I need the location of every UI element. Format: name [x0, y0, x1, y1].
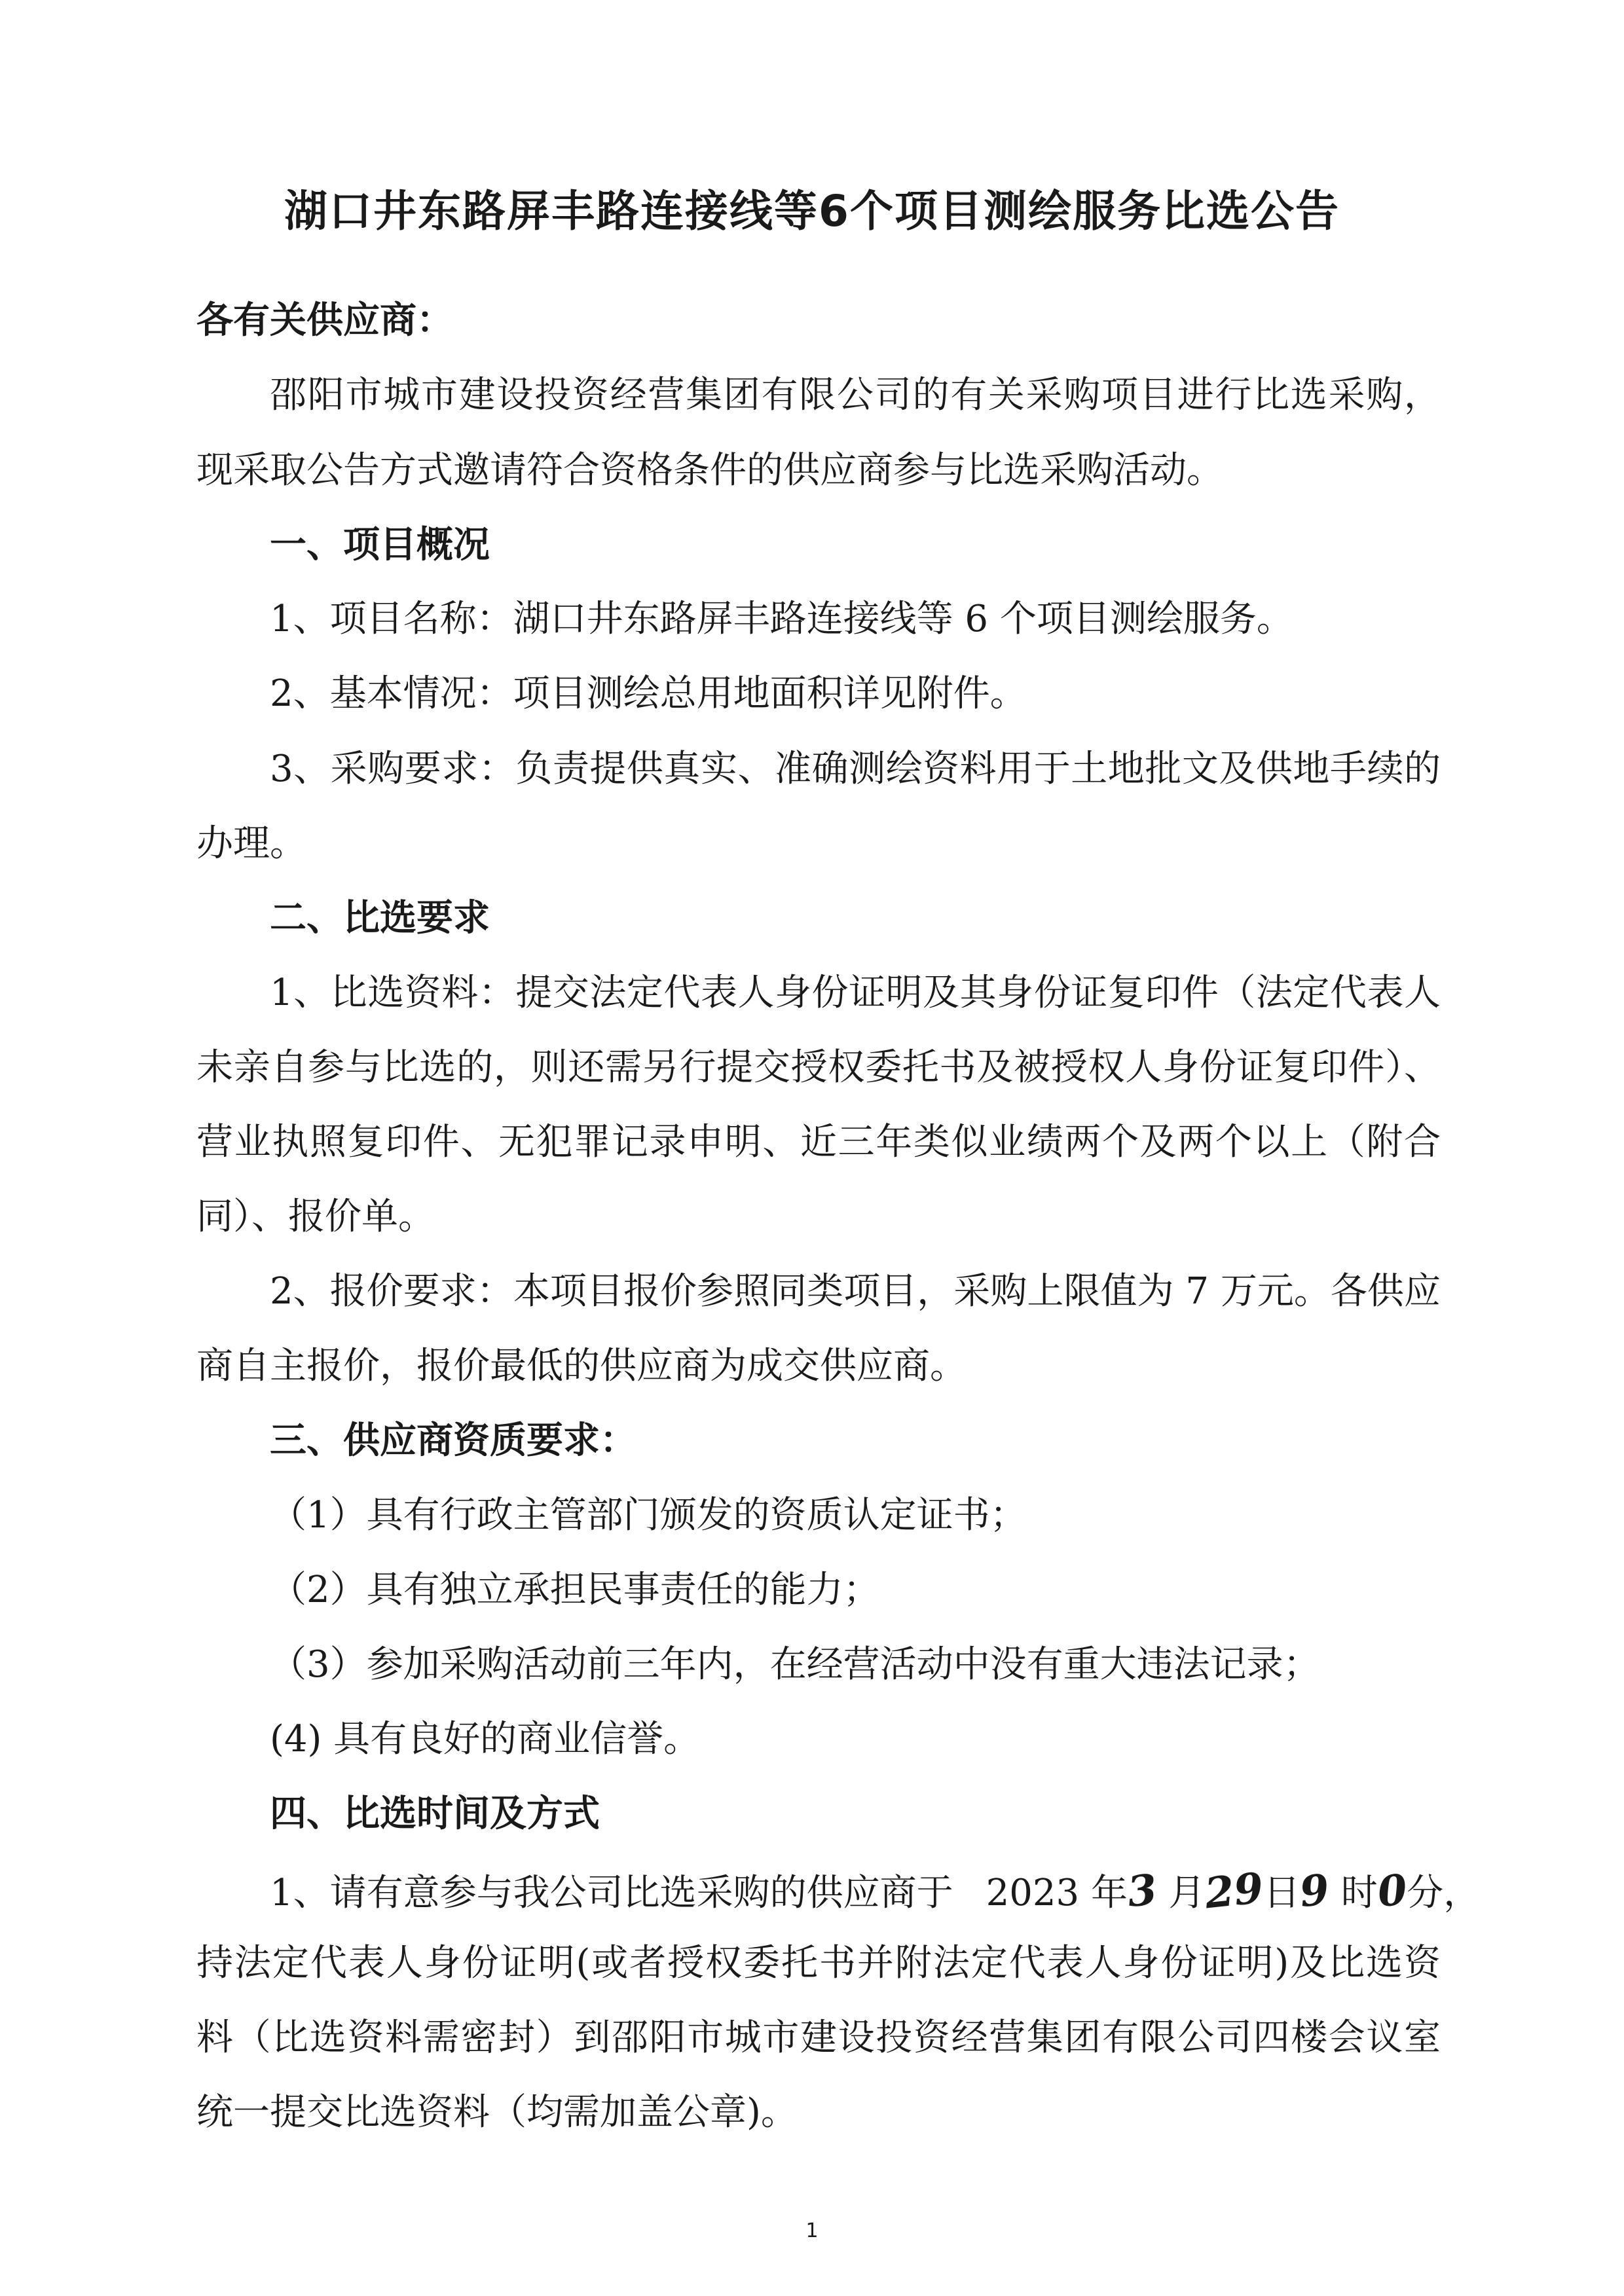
handwritten-hour: 9: [1297, 1865, 1332, 1918]
date-minute-unit: 分，: [1407, 1872, 1481, 1914]
section-1-item-3-line-1: 3、采购要求：负责提供真实、准确测绘资料用于土地批文及供地手续的: [270, 748, 1441, 790]
section-3-item-4: (4) 具有良好的商业信誉。: [270, 1718, 701, 1760]
section-4-item-1-line-3: 料（比选资料需密封）到邵阳市城市建设投资经营集团有限公司四楼会议室: [196, 2016, 1441, 2059]
section-1-item-1: 1、项目名称：湖口井东路屏丰路连接线等 6 个项目测绘服务。: [270, 598, 1293, 640]
section-2-item-2-line-2: 商自主报价，报价最低的供应商为成交供应商。: [196, 1345, 967, 1387]
section-2-heading: 二、比选要求: [270, 897, 490, 939]
section-2-item-1-line-1: 1、比选资料：提交法定代表人身份证明及其身份证复印件（法定代表人: [270, 972, 1441, 1014]
section-2-item-1-line-3: 营业执照复印件、无犯罪记录申明、近三年类似业绩两个及两个以上（附合: [196, 1121, 1441, 1163]
section-2-item-2-line-1: 2、报价要求：本项目报价参照同类项目，采购上限值为 7 万元。各供应: [270, 1270, 1441, 1313]
handwritten-day: 29: [1202, 1863, 1266, 1919]
date-year-unit: 年: [1090, 1872, 1128, 1914]
date-year: 2023: [986, 1872, 1080, 1914]
section-2-item-1-line-4: 同）、报价单。: [196, 1195, 435, 1238]
section-1-item-3-line-2: 办理。: [196, 822, 306, 865]
date-month-unit: 月: [1168, 1872, 1206, 1914]
handwritten-month: 3: [1125, 1865, 1160, 1918]
section-3-item-1: （1）具有行政主管部门颁发的资质认定证书；: [270, 1494, 1027, 1537]
section-4-item-1-prefix: 1、请有意参与我公司比选采购的供应商于: [270, 1872, 953, 1914]
handwritten-minute: 0: [1375, 1865, 1409, 1918]
section-3-item-2: （2）具有独立承担民事责任的能力；: [270, 1569, 880, 1611]
intro-line-1: 邵阳市城市建设投资经营集团有限公司的有关采购项目进行比选采购，: [270, 374, 1441, 416]
salutation: 各有关供应商：: [196, 299, 453, 342]
date-day-unit: 日: [1263, 1872, 1301, 1914]
page-title: 湖口井东路屏丰路连接线等6个项目测绘服务比选公告: [284, 186, 1340, 236]
section-4-item-1-line-4: 统一提交比选资料（均需加盖公章)。: [196, 2091, 798, 2134]
section-3-item-3: （3）参加采购活动前三年内，在经营活动中没有重大违法记录；: [270, 1643, 1320, 1686]
section-1-item-2: 2、基本情况：项目测绘总用地面积详见附件。: [270, 672, 1027, 715]
section-4-item-1-line-1: [270, 1863, 1481, 1919]
page-number: 1: [805, 2219, 819, 2242]
section-4-item-1-line-2: 持法定代表人身份证明(或者授权委托书并附法定代表人身份证明)及比选资: [196, 1942, 1441, 1984]
section-3-heading: 三、供应商资质要求：: [270, 1419, 637, 1462]
section-2-item-1-line-2: 未亲自参与比选的，则还需另行提交授权委托书及被授权人身份证复印件）、: [196, 1046, 1441, 1089]
section-4-heading: 四、比选时间及方式: [270, 1793, 600, 1835]
intro-line-2: 现采取公告方式邀请符合资格条件的供应商参与比选采购活动。: [196, 449, 1223, 492]
section-1-heading: 一、项目概况: [270, 524, 490, 566]
date-hour-unit: 时: [1340, 1872, 1378, 1914]
